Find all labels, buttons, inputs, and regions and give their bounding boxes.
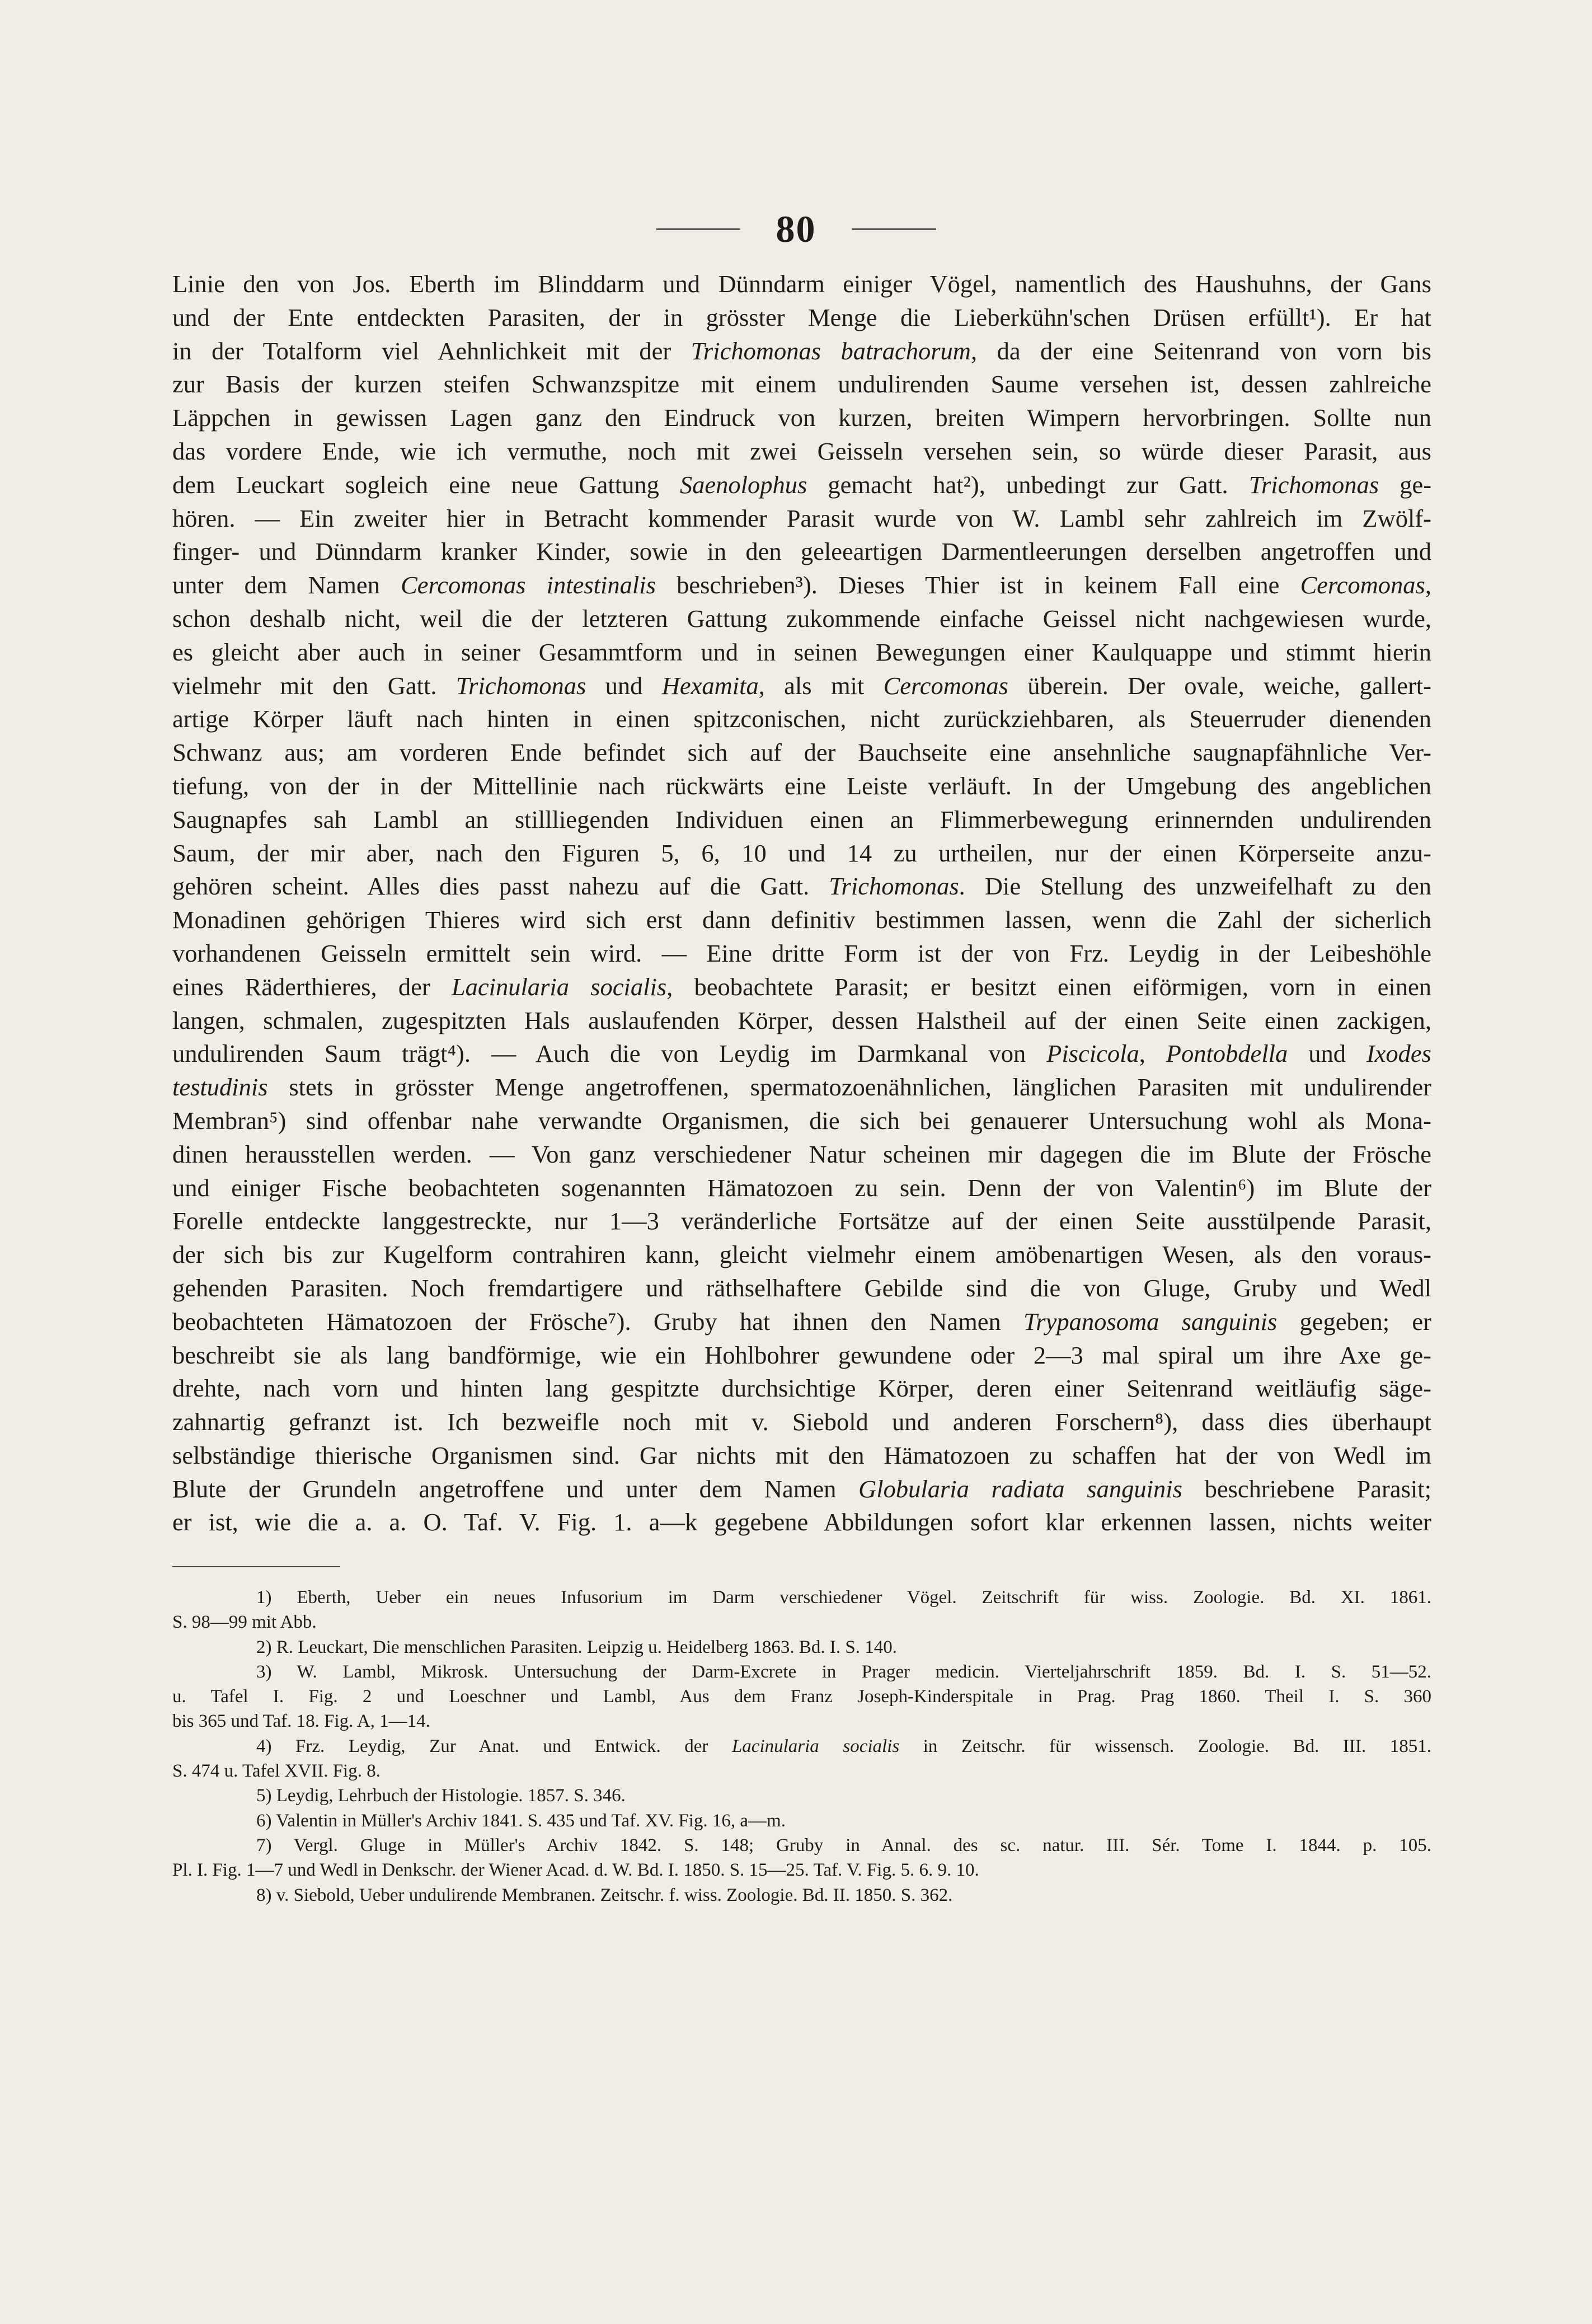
footnote-line: 5) Leydig, Lehrbuch der Histologie. 1857. S. 346. [256,1786,626,1806]
body-line: unter dem Namen Cercomonas intestinalis beschrieben³). Dieses Thier ist in keinem Fall eine Cercomonas, [172,571,1431,599]
body-line: hören. — Ein zweiter hier in Betracht kommender Parasit wurde von W. Lambl sehr zahlreich im Zwölf- [172,504,1431,532]
body-line: zur Basis der kurzen steifen Schwanzspitze mit einem undulirenden Saume versehen ist, dessen zahlreiche [172,370,1431,399]
body-line: es gleicht aber auch in seiner Gesammtform und in seinen Bewegungen einer Kaulquappe und stimmt hierin [172,638,1431,666]
footnote-line: 1) Eberth, Ueber ein neues Infusorium im Darm verschiedener Vögel. Zeitschrift für wiss. Zoologie. Bd. XI. 1861. [256,1587,1431,1608]
body-line: finger- und Dünndarm kranker Kinder, sowie in den geleeartigen Darmentleerungen derselben angetroffen und [172,537,1431,566]
body-line: langen, schmalen, zugespitzten Hals auslaufenden Körper, dessen Halstheil auf der einen Seite einen zackigen, [172,1006,1431,1034]
body-line: Saugnapfes sah Lambl an stillliegenden Individuen einen an Flimmerbewegung erinnernden undulirenden [172,805,1431,833]
body-line: Saum, der mir aber, nach den Figuren 5, 6, 10 und 14 zu urtheilen, nur der einen Körperseite anzu- [172,838,1431,867]
body-line: beschreibt sie als lang bandförmige, wie ein Hohlbohrer gewundene oder 2—3 mal spiral um ihre Axe ge- [172,1341,1431,1369]
body-line: Monadinen gehörigen Thieres wird sich erst dann definitiv bestimmen lassen, wenn die Zahl der sicherlich [172,906,1431,934]
body-line: er ist, wie die a. a. O. Taf. V. Fig. 1. a—k gegebene Abbildungen sofort klar erkennen lassen, nichts weiter [172,1508,1431,1536]
header-rule-right [852,228,936,230]
body-line: und der Ente entdeckten Parasiten, der in grösster Menge die Lieberkühn'schen Drüsen erfüllt¹). Er hat [172,303,1431,331]
footnote-line: 6) Valentin in Müller's Archiv 1841. S. 435 und Taf. XV. Fig. 16, a—m. [256,1810,786,1831]
footnote-line: S. 474 u. Tafel XVII. Fig. 8. [172,1761,381,1782]
body-line: der sich bis zur Kugelform contrahiren kann, gleicht vielmehr einem amöbenartigen Wesen, als den voraus- [172,1240,1431,1269]
body-line: schon deshalb nicht, weil die der letzteren Gattung zukommende einfache Geissel nicht nachgewiesen wurde, [172,604,1431,632]
footnotes [172,1585,1431,1908]
body-line: das vordere Ende, wie ich vermuthe, noch mit zwei Geisseln versehen sein, so würde dieser Parasit, aus [172,437,1431,465]
body-line: vielmehr mit den Gatt. Trichomonas und Hexamita, als mit Cercomonas überein. Der ovale, weiche, gallert- [172,671,1431,700]
footnote-line: 2) R. Leuckart, Die menschlichen Parasiten. Leipzig u. Heidelberg 1863. Bd. I. S. 140. [256,1637,897,1657]
body-line: vorhandenen Geisseln ermittelt sein wird. — Eine dritte Form ist der von Frz. Leydig in der Leibeshöhle [172,939,1431,967]
body-line: Forelle entdeckte langgestreckte, nur 1—3 veränderliche Fortsätze auf der einen Seite ausstülpende Parasit, [172,1207,1431,1235]
body-line: beobachteten Hämatozoen der Frösche⁷). Gruby hat ihnen den Namen Trypanosoma sanguinis gegeben; er [172,1307,1431,1336]
body-line: drehte, nach vorn und hinten lang gespitzte durchsichtige Körper, deren einer Seitenrand weitläufig säge- [172,1374,1431,1403]
footnote-line: S. 98—99 mit Abb. [172,1612,317,1633]
body-line: in der Totalform viel Aehnlichkeit mit der Trichomonas batrachorum, da der eine Seitenrand von vorn bis [172,336,1431,365]
body-line: Schwanz aus; am vorderen Ende befindet sich auf der Bauchseite eine ansehnliche saugnapfähnliche Ver- [172,738,1431,767]
body-line: zahnartig gefranzt ist. Ich bezweifle noch mit v. Siebold und anderen Forschern⁸), dass dies überhaupt [172,1408,1431,1436]
footnote-line: 7) Vergl. Gluge in Müller's Archiv 1842. S. 148; Gruby in Annal. des sc. natur. III. Sér. Tome I. 1844. p. 105. [256,1835,1431,1856]
body-line: dem Leuckart sogleich eine neue Gattung Saenolophus gemacht hat²), unbedingt zur Gatt. Trichomonas ge- [172,470,1432,499]
body-line: gehenden Parasiten. Noch fremdartigere und räthselhaftere Gebilde sind die von Gluge, Gruby und Wedl [172,1273,1431,1302]
body-line: selbständige thierische Organismen sind. Gar nichts mit den Hämatozoen zu schaffen hat der von Wedl im [172,1441,1431,1469]
body-line: eines Räderthieres, der Lacinularia socialis, beobachtete Parasit; er besitzt einen eiförmigen, vorn in einen [172,972,1432,1001]
body-line: undulirenden Saum trägt⁴). — Auch die von Leydig im Darmkanal von Piscicola, Pontobdella und Ixodes [172,1039,1431,1068]
body-line: Linie den von Jos. Eberth im Blinddarm und Dünndarm einiger Vögel, namentlich des Haushuhns, der Gans [172,270,1431,298]
footnote-line: Pl. I. Fig. 1—7 und Wedl in Denkschr. der Wiener Acad. d. W. Bd. I. 1850. S. 15—25. Taf. V. Fig. 5. 6. 9. 10. [172,1860,979,1881]
footnote-line: 3) W. Lambl, Mikrosk. Untersuchung der Darm-Excrete in Prager medicin. Vierteljahrschrift 1859. Bd. I. S. 51—52. [256,1661,1431,1682]
footnote-line: 4) Frz. Leydig, Zur Anat. und Entwick. der Lacinularia socialis in Zeitschr. für wissensch. Zoologie. Bd. III. 1851. [256,1736,1432,1756]
header-rule-left [656,228,740,230]
footnote-line: 8) v. Siebold, Ueber undulirende Membranen. Zeitschr. f. wiss. Zoologie. Bd. II. 1850. S. 362. [256,1885,953,1905]
body-line: artige Körper läuft nach hinten in einen spitzconischen, nicht zurückziehbaren, als Steuerruder dienenden [172,705,1431,733]
body-line: tiefung, von der in der Mittellinie nach rückwärts eine Leiste verläuft. In der Umgebung des angeblichen [172,771,1431,800]
footnote-line: u. Tafel I. Fig. 2 und Loeschner und Lambl, Aus dem Franz Joseph-Kinderspitale in Prag. Prag 1860. Theil I. S. 360 [172,1686,1431,1707]
body-line: testudinis stets in grösster Menge angetroffenen, spermatozoenähnlichen, länglichen Parasiten mit undulirender [172,1073,1431,1102]
body-line: dinen herausstellen werden. — Von ganz verschiedener Natur scheinen mir dagegen die im Blute der Frösche [172,1140,1431,1168]
body-line: gehören scheint. Alles dies passt nahezu auf die Gatt. Trichomonas. Die Stellung des unzweifelhaft zu den [172,872,1431,901]
body-line: und einiger Fische beobachteten sogenannten Hämatozoen zu sein. Denn der von Valentin⁶) im Blute der [172,1173,1431,1202]
body-line: Läppchen in gewissen Lagen ganz den Eindruck von kurzen, breiten Wimpern hervorbringen. Sollte nun [172,404,1431,432]
body-line: Membran⁵) sind offenbar nahe verwandte Organismen, die sich bei genauerer Untersuchung wohl als Mona- [172,1106,1431,1135]
footnote-line: bis 365 und Taf. 18. Fig. A, 1—14. [172,1711,430,1732]
footnote-separator [172,1566,340,1567]
body-text [172,268,1431,1539]
body-line: Blute der Grundeln angetroffene und unter dem Namen Globularia radiata sanguinis beschriebene Parasit; [172,1474,1432,1503]
page-number: 80 [776,208,816,250]
page-header [0,207,1592,251]
